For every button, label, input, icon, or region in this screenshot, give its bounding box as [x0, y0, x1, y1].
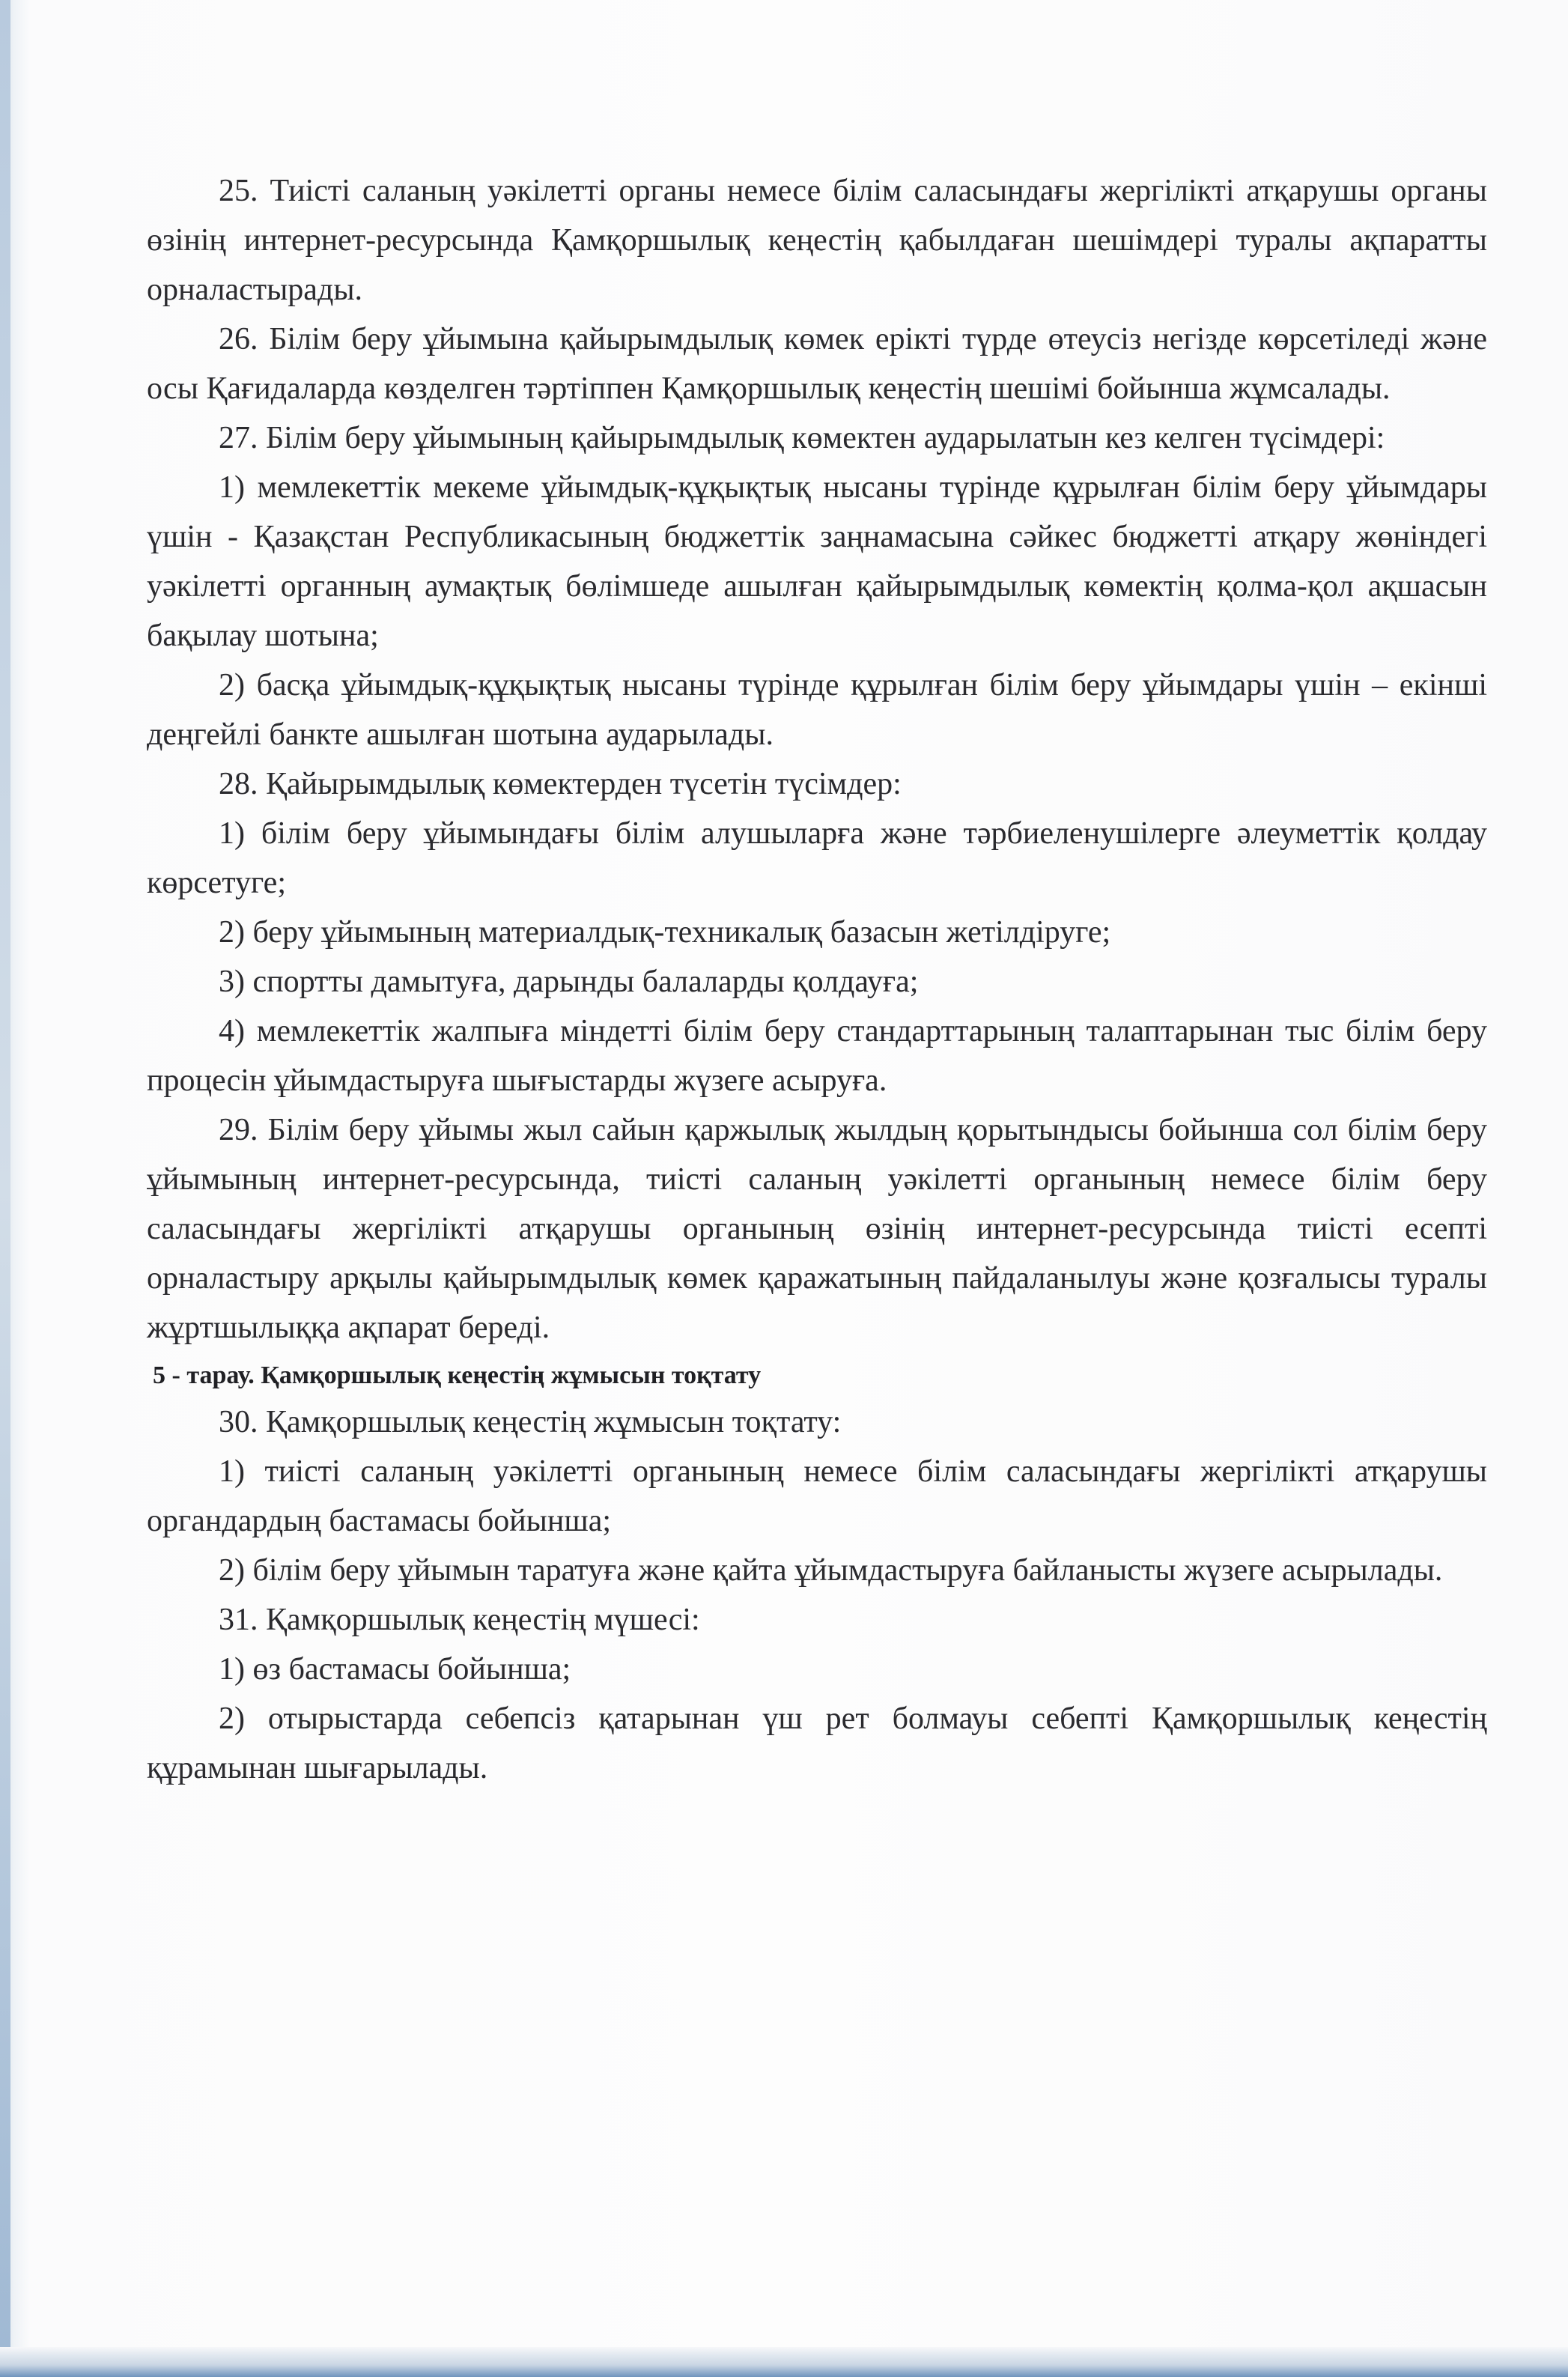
paragraph-28-item-2: 2) беру ұйымының материалдық-техникалық базасын жетілдіруге;	[219, 915, 1111, 950]
paragraph-31-item-2: 2) отырыстарда себепсіз қатарынан үш рет болмауы себепті Қамқоршылық кеңестің құрамынан шығарылады.	[147, 1701, 1487, 1785]
paragraph-27: 27. Білім беру ұйымының қайырымдылық көмектен аударылатын кез келген түсімдері:	[219, 421, 1385, 455]
document-body	[147, 166, 1487, 1793]
paragraph-27-item-2: 2) басқа ұйымдық-құқықтық нысаны түрінде құрылған білім беру ұйымдары үшін – екінші деңгейлі банкте ашылған шотына аударылады.	[147, 668, 1487, 752]
page-edge-bottom	[0, 2347, 1568, 2377]
paragraph-31: 31. Қамқоршылық кеңестің мүшесі:	[219, 1603, 700, 1637]
paragraph-30-item-2: 2) білім беру ұйымын таратуға және қайта ұйымдастыруға байланысты жүзеге асырылады.	[219, 1553, 1443, 1588]
paragraph-28-item-4: 4) мемлекеттік жалпыға міндетті білім беру стандарттарының талаптарынан тыс білім беру процесін ұйымдастыруға шығыстарды жүзеге асыруға.	[147, 1014, 1487, 1098]
paragraph-26: 26. Білім беру ұйымына қайырымдылық көмек ерікті түрде өтеусіз негізде көрсетіледі және осы Қағидаларда көзделген тәртіппен Қамқоршылық кеңестің шешімі бойынша жұмсалады.	[147, 322, 1487, 406]
paragraph-29: 29. Білім беру ұйымы жыл сайын қаржылық жылдың қорытындысы бойынша сол білім беру ұйымының интернет-ресурсында, тиісті саланың уәкілетті органының немесе білім беру саласындағы жергілікті атқарушы органының өзінің интернет-ресурсында тиісті есепті орналастыру арқылы қайырымдылық көмек қаражатының пайдаланылуы және қозғалысы туралы жұртшылыққа ақпарат береді.	[147, 1113, 1487, 1345]
paragraph-28-item-1: 1) білім беру ұйымындағы білім алушыларға және тәрбиеленушілерге әлеуметтік қолдау көрсетуге;	[147, 816, 1487, 900]
paragraph-28-item-3: 3) спортты дамытуға, дарынды балаларды қолдауға;	[219, 965, 919, 999]
paragraph-27-item-1: 1) мемлекеттік мекеме ұйымдық-құқықтық нысаны түрінде құрылған білім беру ұйымдары үшін - Қазақстан Республикасының бюджеттік заңнамасына сәйкес бюджетті атқару жөніндегі уәкілетті органның аумақтық бөлімшеде ашылған қайырымдылық көмектің қолма-қол ақшасын бақылау шотына;	[147, 470, 1487, 653]
paragraph-25: 25. Тиісті саланың уәкілетті органы немесе білім саласындағы жергілікті атқарушы органы өзінің интернет-ресурсында Қамқоршылық кеңестің қабылдаған шешімдері туралы ақпаратты орналастырады.	[147, 174, 1487, 307]
paragraph-28: 28. Қайырымдылық көмектерден түсетін түсімдер:	[219, 767, 902, 801]
paragraph-31-item-1: 1) өз бастамасы бойынша;	[219, 1652, 571, 1687]
page-edge-left	[0, 0, 10, 2377]
paragraph-30-item-1: 1) тиісті саланың уәкілетті органының немесе білім саласындағы жергілікті атқарушы органдардың бастамасы бойынша;	[147, 1454, 1487, 1538]
chapter-5-heading: 5 - тарау. Қамқоршылық кеңестің жұмысын тоқтату	[153, 1361, 762, 1389]
paragraph-30: 30. Қамқоршылық кеңестің жұмысын тоқтату:	[219, 1405, 842, 1439]
